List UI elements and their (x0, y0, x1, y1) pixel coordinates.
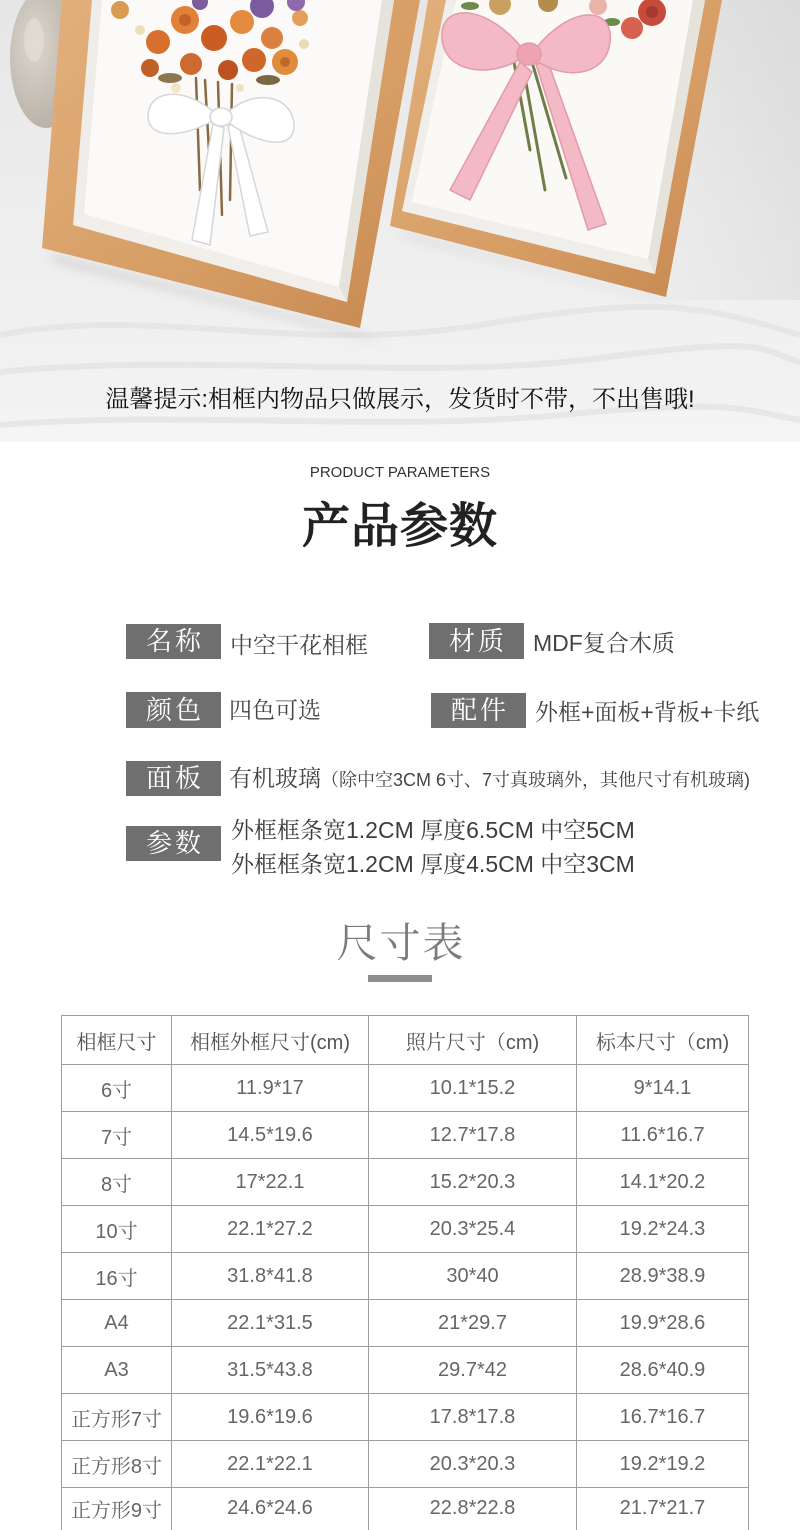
frame-size-cell: 6寸 (62, 1065, 172, 1112)
param-label-name: 名称 (126, 624, 221, 659)
specimen-size-cell: 11.6*16.7 (577, 1112, 749, 1159)
display-items-notice: 温馨提示:相框内物品只做展示，发货时不带，不出售哦! (105, 386, 695, 413)
param-label-specs: 参数 (126, 826, 221, 861)
table-header-cell: 相框尺寸 (62, 1016, 172, 1065)
table-row (62, 1206, 749, 1253)
outer-size-cell: 22.1*31.5 (172, 1300, 369, 1347)
params-title: 产品参数 (301, 500, 498, 553)
frame-size-cell: 7寸 (62, 1112, 172, 1159)
size-table-header (62, 1016, 749, 1065)
title-underline (368, 975, 432, 982)
table-header-cell: 相框外框尺寸(cm) (172, 1016, 369, 1065)
specimen-size-cell: 21.7*21.7 (577, 1488, 749, 1530)
frame-size-cell: 16寸 (62, 1253, 172, 1300)
param-value-name: 中空干花相框 (230, 632, 368, 658)
specimen-size-cell: 16.7*16.7 (577, 1394, 749, 1441)
specimen-size-cell: 9*14.1 (577, 1065, 749, 1112)
frame-size-cell: A4 (62, 1300, 172, 1347)
table-row (62, 1253, 749, 1300)
photo-size-cell: 10.1*15.2 (369, 1065, 577, 1112)
photo-size-cell: 22.8*22.8 (369, 1488, 577, 1530)
param-value-panel-row (229, 763, 750, 795)
param-value-color: 四色可选 (229, 697, 321, 723)
size-table-body (62, 1065, 749, 1530)
param-label-panel: 面板 (126, 761, 221, 796)
outer-size-cell: 17*22.1 (172, 1159, 369, 1206)
size-table (61, 1015, 749, 1530)
table-row (62, 1441, 749, 1488)
photo-size-cell: 20.3*20.3 (369, 1441, 577, 1488)
outer-size-cell: 31.8*41.8 (172, 1253, 369, 1300)
outer-size-cell: 31.5*43.8 (172, 1347, 369, 1394)
product-photo-section (0, 0, 800, 442)
param-value-panel: 有机玻璃 (229, 765, 321, 791)
specimen-size-cell: 19.2*24.3 (577, 1206, 749, 1253)
frame-size-cell: 正方形7寸 (62, 1394, 172, 1441)
size-table-container (61, 1015, 751, 1530)
param-note-panel: （除中空3CM 6寸、7寸真玻璃外，其他尺寸有机玻璃) (321, 770, 751, 790)
outer-size-cell: 24.6*24.6 (172, 1488, 369, 1530)
photo-size-cell: 15.2*20.3 (369, 1159, 577, 1206)
frame-size-cell: 正方形9寸 (62, 1488, 172, 1530)
table-header-cell: 标本尺寸（cm) (577, 1016, 749, 1065)
frame-size-cell: 10寸 (62, 1206, 172, 1253)
photo-size-cell: 21*29.7 (369, 1300, 577, 1347)
outer-size-cell: 14.5*19.6 (172, 1112, 369, 1159)
param-spec-line: 外框框条宽1.2CM 厚度4.5CM 中空3CM (231, 851, 635, 877)
outer-size-cell: 19.6*19.6 (172, 1394, 369, 1441)
table-row (62, 1394, 749, 1441)
frame-size-cell: 8寸 (62, 1159, 172, 1206)
photo-size-cell: 29.7*42 (369, 1347, 577, 1394)
specimen-size-cell: 14.1*20.2 (577, 1159, 749, 1206)
param-label-material: 材质 (429, 623, 524, 659)
outer-size-cell: 22.1*27.2 (172, 1206, 369, 1253)
param-spec-line: 外框框条宽1.2CM 厚度6.5CM 中空5CM (231, 817, 635, 843)
outer-size-cell: 22.1*22.1 (172, 1441, 369, 1488)
specimen-size-cell: 28.6*40.9 (577, 1347, 749, 1394)
param-label-accessories: 配件 (431, 693, 526, 728)
frame-size-cell: 正方形8寸 (62, 1441, 172, 1488)
table-row (62, 1112, 749, 1159)
table-row (62, 1300, 749, 1347)
param-value-accessories: 外框+面板+背板+卡纸 (535, 699, 760, 725)
photo-size-cell: 17.8*17.8 (369, 1394, 577, 1441)
param-label-color: 颜色 (126, 692, 221, 728)
params-subtitle: PRODUCT PARAMETERS (309, 464, 491, 481)
param-value-material: MDF复合木质 (533, 630, 675, 656)
product-photo (0, 0, 800, 442)
photo-size-cell: 30*40 (369, 1253, 577, 1300)
specimen-size-cell: 19.2*19.2 (577, 1441, 749, 1488)
specimen-size-cell: 28.9*38.9 (577, 1253, 749, 1300)
specimen-size-cell: 19.9*28.6 (577, 1300, 749, 1347)
table-row (62, 1159, 749, 1206)
photo-size-cell: 12.7*17.8 (369, 1112, 577, 1159)
table-header-cell: 照片尺寸（cm) (369, 1016, 577, 1065)
table-header-row (62, 1016, 749, 1065)
table-row (62, 1065, 749, 1112)
table-row (62, 1488, 749, 1530)
table-row (62, 1347, 749, 1394)
photo-size-cell: 20.3*25.4 (369, 1206, 577, 1253)
size-table-title: 尺寸表 (336, 920, 466, 966)
outer-size-cell: 11.9*17 (172, 1065, 369, 1112)
frame-size-cell: A3 (62, 1347, 172, 1394)
